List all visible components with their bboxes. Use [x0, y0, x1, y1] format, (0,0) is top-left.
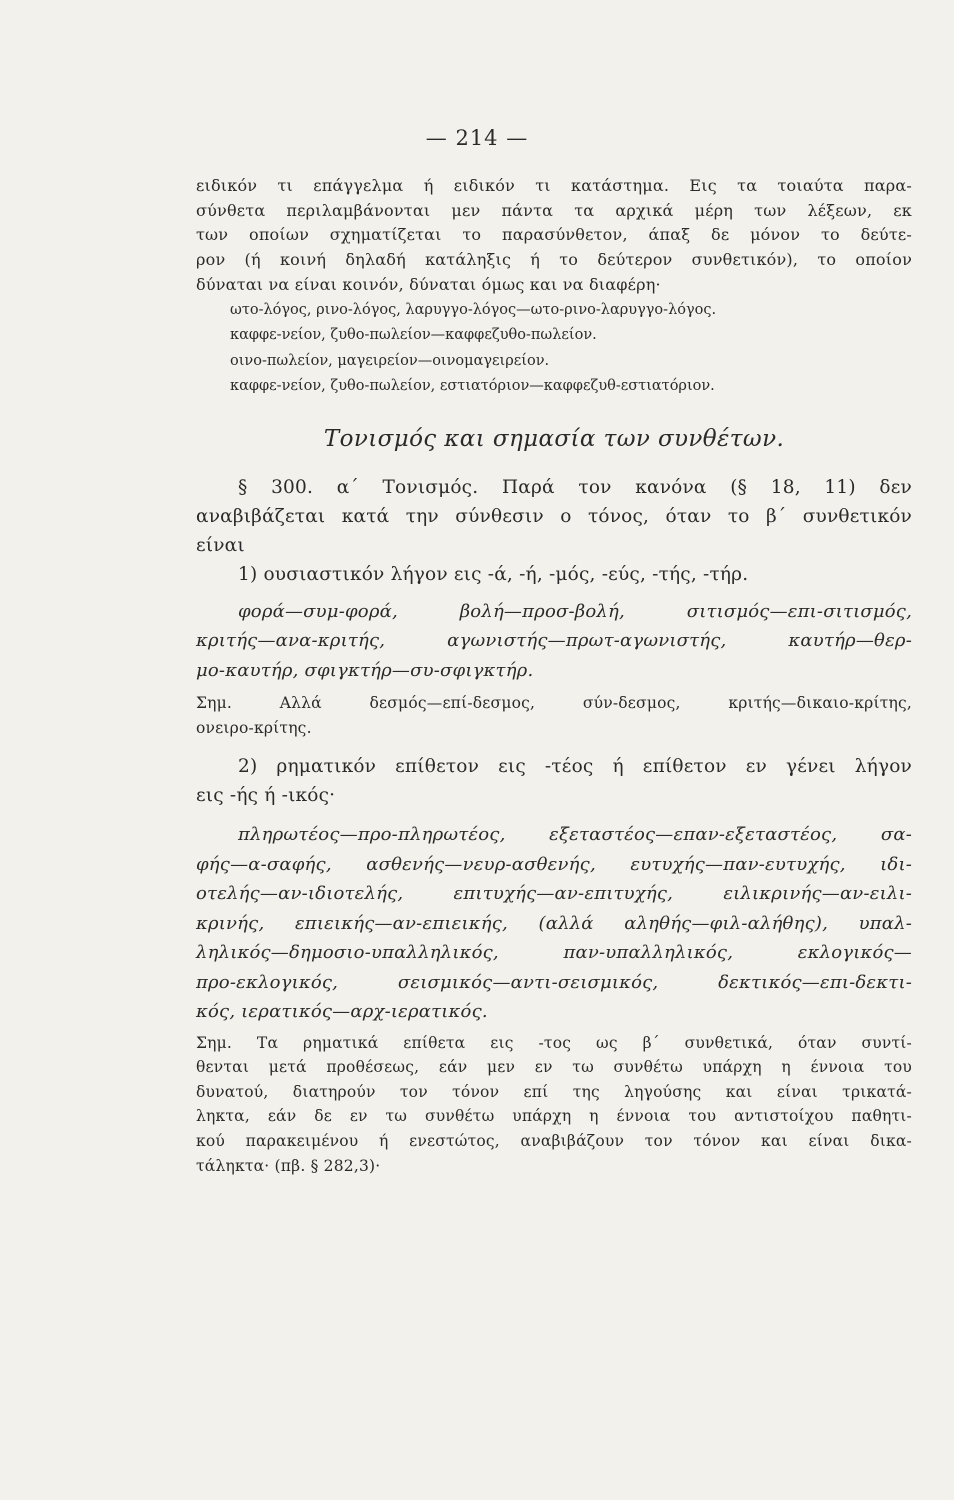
example-line: προ-εκλογικός, σεισμικός—αντι-σεισμικός, δεκτικός—επι-δεκτι-: [196, 971, 912, 993]
section-heading: Τονισμός και σημασία των συνθέτων.: [323, 425, 785, 452]
note-line: δυνατού, διατηρούν τον τόνον επί της ληγούσης και είναι τρικατά-: [196, 1082, 912, 1101]
example-line: πληρωτέος—προ-πληρωτέος, εξεταστέος—επαν-εξεταστέος, σα-: [238, 824, 912, 846]
note-line: τάληκτα· (πβ. § 282,3)·: [196, 1156, 381, 1175]
text-line: § 300. α΄ Τονισμός. Παρά τον κανόνα (§ 18, 11) δεν: [238, 476, 912, 498]
rule-item-2: [196, 752, 912, 810]
text-line: αναβιβάζεται κατά την σύνθεσιν ο τόνος, όταν το β΄ συνθετικόν: [196, 505, 912, 527]
page-number: — 214 —: [425, 126, 529, 150]
example-line: ωτο-λόγος, ρινο-λόγος, λαρυγγο-λόγος—ωτο-ρινο-λαρυγγο-λόγος.: [230, 301, 717, 318]
text-line: 2) ρηματικόν επίθετον εις -τέος ή επίθετον εν γένει λήγον: [238, 756, 912, 778]
example-line: φορά—συμ-φορά, βολή—προσ-βολή, σιτισμός—επι-σιτισμός,: [238, 600, 912, 622]
note-line: Σημ. Τα ρηματικά επίθετα εις -τος ως β΄ συνθετικά, όταν συντί-: [196, 1033, 912, 1052]
example-line: κριτής—ανα-κριτής, αγωνιστής—πρωτ-αγωνιστής, καυτήρ—θερ-: [196, 630, 912, 652]
text-line: ρον (ή κοινή δηλαδή κατάληξις ή το δεύτερον συνθετικόν), το οποίον: [196, 250, 912, 270]
note-line: κού παρακειμένου ή ενεστώτος, αναβιβάζουν τον τόνον και είναι δικα-: [196, 1132, 912, 1151]
example-line: φής—α-σαφής, ασθενής—νευρ-ασθενής, ευτυχής—παν-ευτυχής, ιδι-: [196, 853, 912, 875]
text-line: είναι: [196, 534, 245, 556]
text-line: δύναται να είναι κοινόν, δύναται όμως και να διαφέρη·: [196, 274, 661, 294]
page-body: [196, 174, 912, 1178]
example-line: οινο-πωλείον, μαγειρείον—οινομαγειρείον.: [230, 352, 550, 369]
note-2: [196, 1031, 912, 1179]
example-line: κός, ιερατικός—αρχ-ιερατικός.: [196, 1001, 488, 1023]
note-line: θενται μετά προθέσεως, εάν μεν εν τω συνθέτω υπάρχη η έννοια του: [196, 1058, 912, 1077]
note-1: [196, 691, 912, 740]
example-line: οτελής—αν-ιδιοτελής, επιτυχής—αν-επιτυχής, ειλικρινής—αν-ειλι-: [196, 883, 912, 905]
intro-paragraph: [196, 174, 912, 298]
text-line: εις -ής ή -ικός·: [196, 785, 336, 807]
example-line: καφφε-νείον, ζυθο-πωλείον—καφφεζυθο-πωλείον.: [230, 327, 597, 344]
text-line: ειδικόν τι επάγγελμα ή ειδικόν τι κατάστημα. Εις τα τοιαύτα παρα-: [196, 176, 912, 195]
note-line: ονειρο-κρίτης.: [196, 718, 312, 737]
italic-examples-2: [196, 820, 912, 1027]
note-line: ληκτα, εάν δε εν τω συνθέτω υπάρχη η έννοια του αντιστοίχου παθητι-: [196, 1107, 912, 1126]
section-300: [196, 473, 912, 589]
note-line: Σημ. Αλλά δεσμός—επί-δεσμος, σύν-δεσμος, κριτής—δικαιο-κρίτης,: [196, 694, 912, 713]
example-line: ληλικός—δημοσιο-υπαλληλικός, παν-υπαλληλικός, εκλογικός—: [196, 942, 912, 964]
example-line: κρινής, επιεικής—αν-επιεικής, (αλλά αληθής—φιλ-αλήθης), υπαλ-: [196, 912, 912, 934]
rule-item-1: 1) ουσιαστικόν λήγον εις -ά, -ή, -μός, -εύς, -τής, -τήρ.: [238, 563, 749, 585]
example-line: μο-καυτήρ, σφιγκτήρ—συ-σφιγκτήρ.: [196, 659, 534, 681]
text-line: σύνθετα περιλαμβάνονται μεν πάντα τα αρχικά μέρη των λέξεων, εκ: [196, 200, 912, 220]
text-line: των οποίων σχηματίζεται το παρασύνθετον, άπαξ δε μόνον το δεύτε-: [196, 225, 912, 245]
example-line: καφφε-νείον, ζυθο-πωλείον, εστιατόριον—καφφεζυθ-εστιατόριον.: [230, 378, 715, 395]
examples-list: [196, 298, 912, 400]
italic-examples-1: [196, 597, 912, 686]
